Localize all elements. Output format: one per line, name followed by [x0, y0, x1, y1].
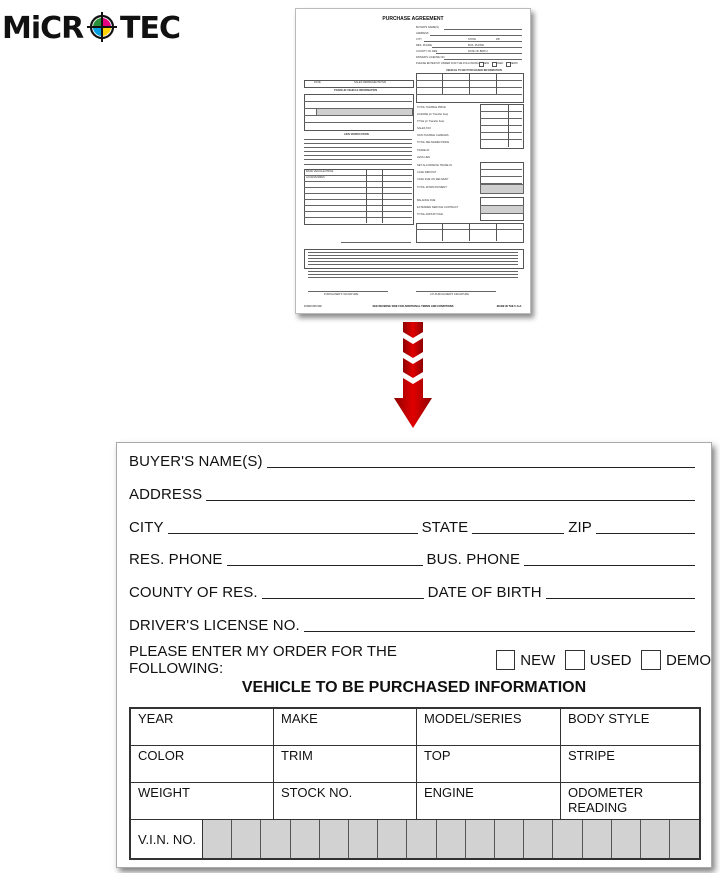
vin-char-box[interactable] [291, 820, 320, 858]
vin-char-box[interactable] [232, 820, 261, 858]
registration-target-icon [87, 12, 117, 42]
order-row: PLEASE ENTER MY ORDER FOR THE FOLLOWING: NEW USED DEMO [129, 643, 711, 677]
vehicle-cell[interactable]: TRIM [274, 746, 417, 783]
vehicle-cell[interactable]: ODOMETER READING [561, 783, 699, 820]
vin-char-box[interactable] [641, 820, 670, 858]
vin-char-box[interactable] [524, 820, 553, 858]
vin-char-box[interactable] [466, 820, 495, 858]
vehicle-cell[interactable]: YEAR [131, 709, 274, 746]
county-row: COUNTY OF RES. DATE OF BIRTH [129, 580, 699, 602]
vin-char-box[interactable] [261, 820, 290, 858]
vin-char-box[interactable] [437, 820, 466, 858]
license-field[interactable] [304, 630, 695, 632]
zip-field[interactable] [596, 532, 695, 534]
state-field[interactable] [472, 532, 564, 534]
purchase-agreement-thumbnail: PURCHASE AGREEMENT BUYER'S NAME(S) ADDRESS CITY STATE ZIP RES. PHONE BUS. PHONE COUNTY OF RES. DATE OF BIRTH DRIVER'S LICENSE NO. PLEASE ENTER MY ORDER FOR THE FOLLOWING: NEW USED DEMO VEHICLE TO BE PURCHASED INFORMATION DATE SALES REPRESENTATIVE TRADE-IN VEHICLE INFORMATION LIEN VERIFICATION BASE VEHICLE PRICE ACCESSORIES TOTAL TAXABLE PRICE LICENSE (or Transfer Fee) TITLE (or Transfer Fee) SALES TAX NON-TAXABLE CHARGES TOTAL DELIVERED PRICE TRADE-IN LESS LIEN NET ALLOWANCE TRADE-IN CASH DEPOSIT CASH DUE ON DELIVERY TOTAL DOWN PAYMENT BALANCE DUE EXTENDED SERVICE CONTRACT TOTAL AMOUNT DUE PURCHASER'S SIGNATURE CO-PURCHASER'S SIGNATURE FORM #PC302 SEE REVERSE SIDE FOR ADDITIONAL TERMS AND CONDITIONS MADE IN THE U.S.A. [295, 8, 531, 314]
vin-char-box[interactable] [203, 820, 232, 858]
demo-checkbox[interactable] [641, 650, 661, 670]
vehicle-cell[interactable]: STRIPE [561, 746, 699, 783]
vin-label: V.I.N. NO. [131, 820, 203, 858]
vin-char-box[interactable] [583, 820, 612, 858]
logo-right-text: TEC [120, 11, 180, 44]
vin-char-box[interactable] [378, 820, 407, 858]
used-checkbox[interactable] [565, 650, 585, 670]
county-field[interactable] [262, 597, 424, 599]
vin-char-box[interactable] [320, 820, 349, 858]
vin-char-box[interactable] [495, 820, 524, 858]
vin-char-box[interactable] [612, 820, 641, 858]
vehicle-cell[interactable]: COLOR [131, 746, 274, 783]
city-row: CITY STATE ZIP [129, 515, 699, 537]
address-field[interactable] [206, 499, 695, 501]
logo-left-text: MiCR [2, 11, 84, 44]
down-arrow-icon [394, 322, 432, 428]
vin-char-box[interactable] [670, 820, 699, 858]
phone-row: RES. PHONE BUS. PHONE [129, 547, 699, 569]
bus-phone-field[interactable] [524, 564, 695, 566]
vin-char-box[interactable] [553, 820, 582, 858]
res-phone-field[interactable] [227, 564, 423, 566]
reverse-side-note: SEE REVERSE SIDE FOR ADDITIONAL TERMS AND CONDITIONS [372, 305, 454, 308]
city-field[interactable] [168, 532, 418, 534]
vehicle-cell[interactable]: TOP [417, 746, 561, 783]
vehicle-cell[interactable]: ENGINE [417, 783, 561, 820]
vehicle-info-table [129, 707, 701, 860]
vin-char-box[interactable] [349, 820, 378, 858]
new-checkbox[interactable] [496, 650, 516, 670]
buyers-name-field[interactable] [267, 466, 695, 468]
dob-field[interactable] [546, 597, 695, 599]
license-row: DRIVER'S LICENSE NO. [129, 613, 699, 635]
vehicle-cell[interactable]: WEIGHT [131, 783, 274, 820]
form-number: FORM #PC302 [304, 305, 322, 308]
made-in-usa: MADE IN THE U.S.A. [496, 305, 522, 308]
vehicle-cell[interactable]: MAKE [274, 709, 417, 746]
vehicle-cell[interactable]: BODY STYLE [561, 709, 699, 746]
buyers-name-row: BUYER'S NAME(S) [129, 449, 699, 471]
micro-tec-logo [2, 8, 182, 44]
vin-char-box[interactable] [407, 820, 436, 858]
vehicle-cell[interactable]: STOCK NO. [274, 783, 417, 820]
form-detail-zoom [116, 442, 712, 868]
thumbnail-title: PURCHASE AGREEMENT [382, 16, 444, 22]
address-row: ADDRESS [129, 482, 699, 504]
section-title: VEHICLE TO BE PURCHASED INFORMATION [241, 679, 587, 696]
vehicle-cell[interactable]: MODEL/SERIES [417, 709, 561, 746]
